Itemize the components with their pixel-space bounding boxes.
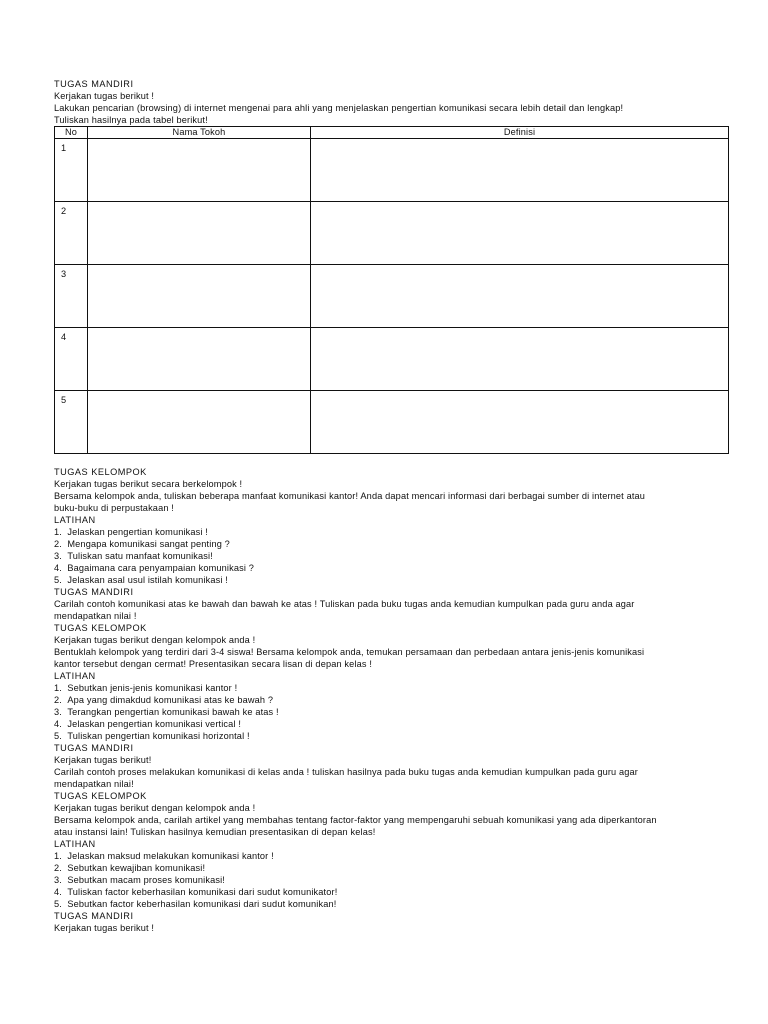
latihan-heading: LATIHAN	[54, 839, 96, 849]
table-header-row	[55, 127, 729, 139]
header-definisi: Definisi	[311, 127, 729, 139]
section-heading: TUGAS KELOMPOK	[54, 623, 147, 633]
instruction-text: Kerjakan tugas berikut!	[54, 755, 152, 765]
nama-tokoh-cell[interactable]	[88, 139, 311, 202]
instruction-text: Kerjakan tugas berikut dengan kelompok anda !	[54, 803, 256, 813]
nama-tokoh-cell[interactable]	[88, 265, 311, 328]
list-item: 4. Bagaimana cara penyampaian komunikasi ?	[54, 563, 255, 573]
task-description: Bersama kelompok anda, carilah artikel yang membahas tentang factor-faktor yang mempengaruhi sebuah komunikasi yang ada diperkantoran	[54, 815, 657, 825]
latihan-heading: LATIHAN	[54, 515, 96, 525]
header-nama-tokoh: Nama Tokoh	[88, 127, 311, 139]
list-item: 2. Apa yang dimakdud komunikasi atas ke bawah ?	[54, 695, 274, 705]
list-item: 5. Jelaskan asal usul istilah komunikasi !	[54, 575, 228, 585]
instruction-text: Kerjakan tugas berikut !	[54, 923, 155, 933]
row-number: 4	[55, 328, 88, 391]
task-description: mendapatkan nilai !	[54, 611, 137, 621]
section-heading: TUGAS MANDIRI	[54, 79, 134, 89]
task-description: atau instansi lain! Tuliskan hasilnya kemudian presentasikan di depan kelas!	[54, 827, 376, 837]
list-item: 2. Sebutkan kewajiban komunikasi!	[54, 863, 206, 873]
section-heading: TUGAS MANDIRI	[54, 911, 134, 921]
list-item: 5. Sebutkan factor keberhasilan komunikasi dari sudut komunikan!	[54, 899, 337, 909]
tokoh-table	[54, 126, 729, 454]
definisi-cell[interactable]	[311, 265, 729, 328]
section-heading: TUGAS KELOMPOK	[54, 791, 147, 801]
row-number: 2	[55, 202, 88, 265]
definisi-cell[interactable]	[311, 328, 729, 391]
list-item: 1. Jelaskan pengertian komunikasi !	[54, 527, 209, 537]
list-item: 3. Tuliskan satu manfaat komunikasi!	[54, 551, 213, 561]
table-row	[55, 391, 729, 454]
latihan-heading: LATIHAN	[54, 671, 96, 681]
list-item: 5. Tuliskan pengertian komunikasi horizontal !	[54, 731, 250, 741]
task-description: Carilah contoh proses melakukan komunikasi di kelas anda ! tuliskan hasilnya pada buku tugas anda kemudian kumpulkan pada guru agar	[54, 767, 639, 777]
task-description: Bersama kelompok anda, tuliskan beberapa manfaat komunikasi kantor! Anda dapat mencari informasi dari berbagai sumber di internet atau	[54, 491, 646, 501]
instruction-text: Kerjakan tugas berikut secara berkelompok !	[54, 479, 243, 489]
instruction-text: Kerjakan tugas berikut !	[54, 91, 155, 101]
table-note: Tuliskan hasilnya pada tabel berikut!	[54, 115, 208, 125]
list-item: 2. Mengapa komunikasi sangat penting ?	[54, 539, 230, 549]
table-row	[55, 202, 729, 265]
definisi-cell[interactable]	[311, 391, 729, 454]
body-text	[54, 466, 728, 934]
definisi-cell[interactable]	[311, 139, 729, 202]
list-item: 1. Sebutkan jenis-jenis komunikasi kantor !	[54, 683, 238, 693]
nama-tokoh-cell[interactable]	[88, 391, 311, 454]
table-row	[55, 328, 729, 391]
list-item: 3. Sebutkan macam proses komunikasi!	[54, 875, 226, 885]
nama-tokoh-cell[interactable]	[88, 328, 311, 391]
definisi-cell[interactable]	[311, 202, 729, 265]
section-heading: TUGAS MANDIRI	[54, 743, 134, 753]
row-number: 1	[55, 139, 88, 202]
document-page	[54, 78, 728, 934]
task-description: mendapatkan nilai!	[54, 779, 134, 789]
task-description: kantor tersebut dengan cermat! Presentasikan secara lisan di depan kelas !	[54, 659, 373, 669]
section-heading: TUGAS MANDIRI	[54, 587, 134, 597]
table-row	[55, 265, 729, 328]
list-item: 3. Terangkan pengertian komunikasi bawah ke atas !	[54, 707, 279, 717]
row-number: 3	[55, 265, 88, 328]
row-number: 5	[55, 391, 88, 454]
task-description: Bentuklah kelompok yang terdiri dari 3-4 siswa! Bersama kelompok anda, temukan persamaan dan perbedaan antara jenis-jenis komunikasi	[54, 647, 645, 657]
list-item: 4. Jelaskan pengertian komunikasi vertical !	[54, 719, 242, 729]
task-description: buku-buku di perpustakaan !	[54, 503, 174, 513]
list-item: 4. Tuliskan factor keberhasilan komunikasi dari sudut komunikator!	[54, 887, 338, 897]
task-description: Carilah contoh komunikasi atas ke bawah dan bawah ke atas ! Tuliskan pada buku tugas anda kemudian kumpulkan pada guru anda agar	[54, 599, 635, 609]
table-row	[55, 139, 729, 202]
nama-tokoh-cell[interactable]	[88, 202, 311, 265]
task-description: Lakukan pencarian (browsing) di internet mengenai para ahli yang menjelaskan pengertian komunikasi secara lebih detail dan lengkap!	[54, 103, 624, 113]
header-no: No	[55, 127, 88, 139]
section-heading: TUGAS KELOMPOK	[54, 467, 147, 477]
instruction-text: Kerjakan tugas berikut dengan kelompok anda !	[54, 635, 256, 645]
list-item: 1. Jelaskan maksud melakukan komunikasi kantor !	[54, 851, 274, 861]
